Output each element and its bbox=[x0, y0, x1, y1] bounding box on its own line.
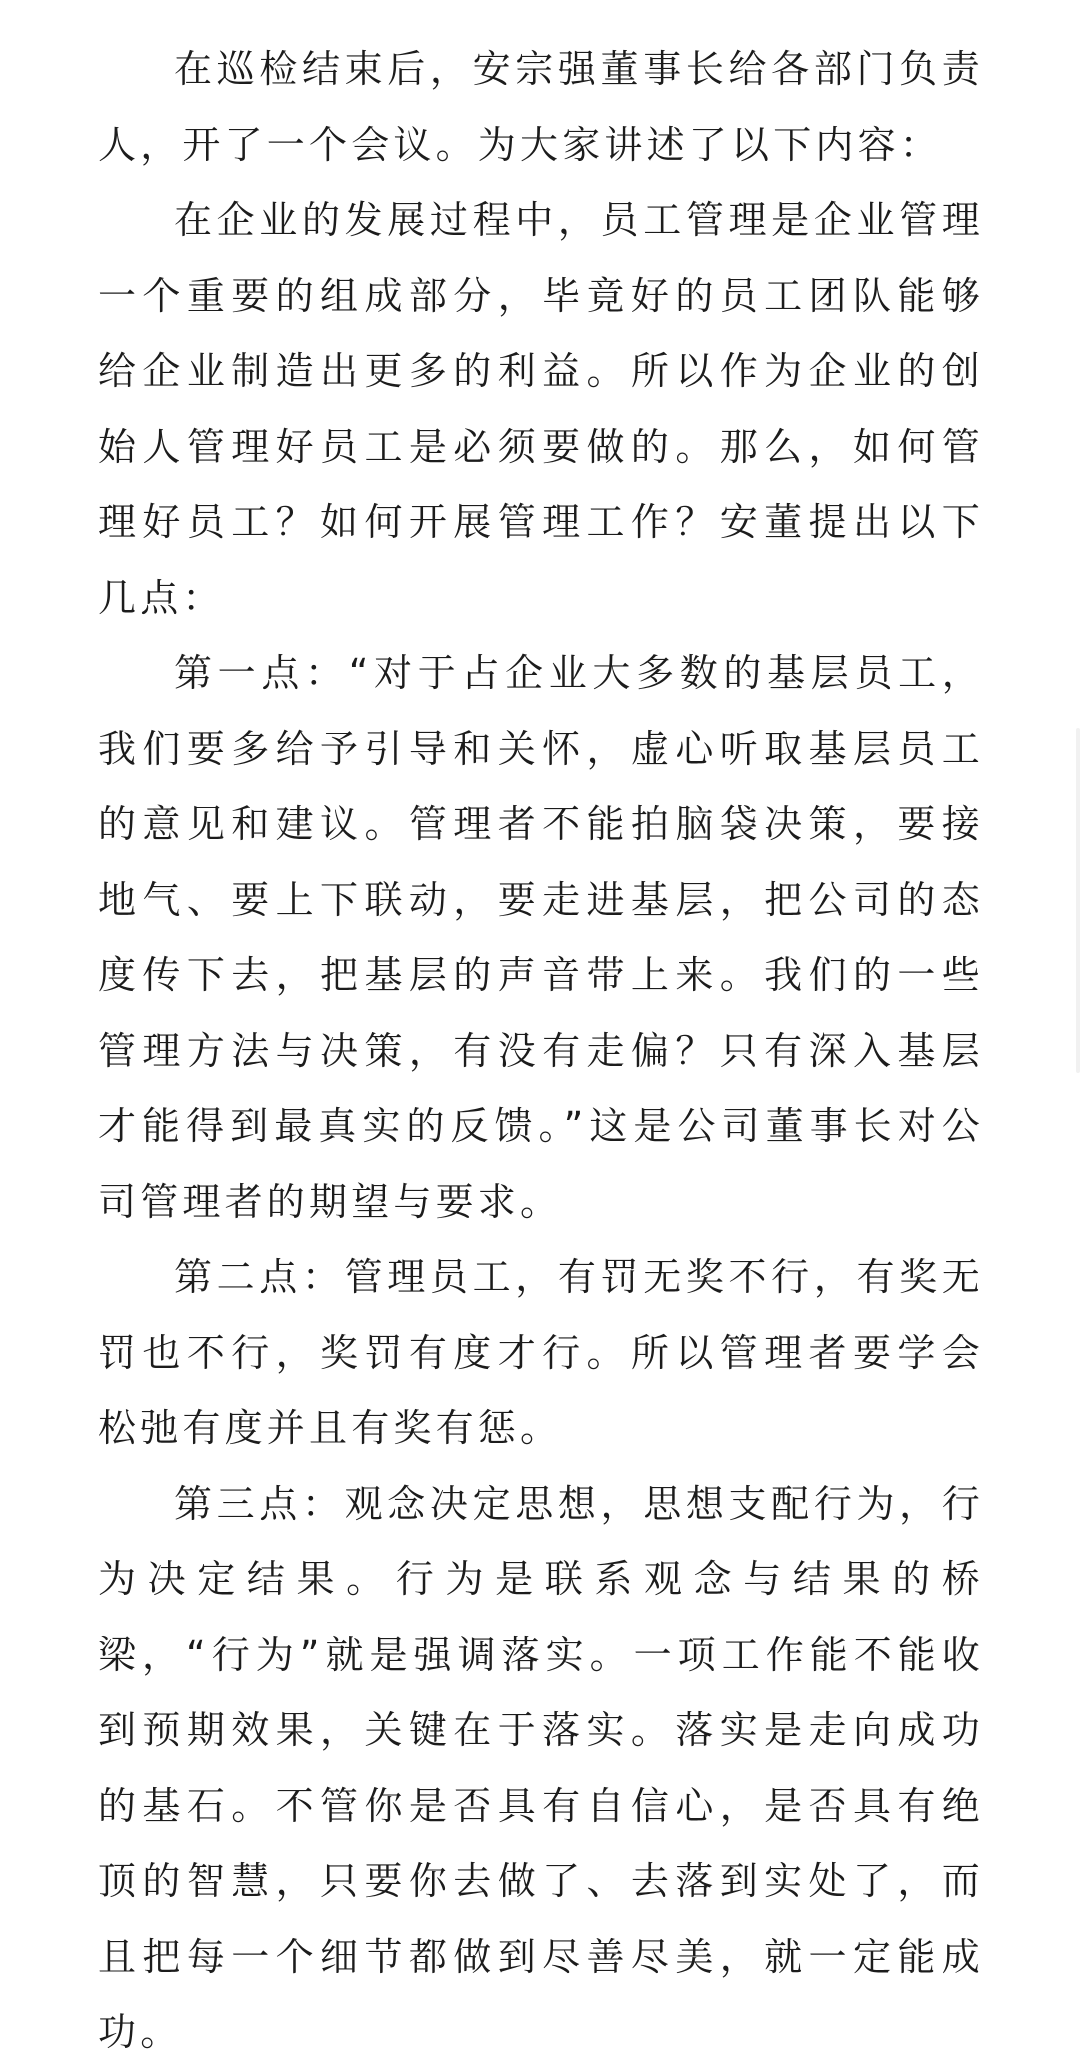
paragraph-intro: 在巡检结束后，安宗强董事长给各部门负责人，开了一个会议。为大家讲述了以下内容： bbox=[98, 47, 984, 167]
article-body bbox=[98, 32, 984, 2071]
paragraph-context: 在企业的发展过程中，员工管理是企业管理一个重要的组成部分，毕竟好的员工团队能够给企业制造出更多的利益。所以作为企业的创始人管理好员工是必须要做的。那么，如何管理好员工？如何开展管理工作？安董提出以下几点： bbox=[98, 198, 984, 620]
paragraph-point-two: 第二点：管理员工，有罚无奖不行，有奖无罚也不行，奖罚有度才行。所以管理者要学会松弛有度并且有奖有惩。 bbox=[98, 1255, 984, 1450]
paragraph-point-three: 第三点：观念决定思想，思想支配行为，行为决定结果。行为是联系观念与结果的桥梁，“行为”就是强调落实。一项工作能不能收到预期效果，关键在于落实。落实是走向成功的基石。不管你是否具有自信心，是否具有绝顶的智慧，只要你去做了、去落到实处了，而且把每一个细节都做到尽善尽美，就一定能成功。 bbox=[98, 1481, 984, 2054]
paragraph-point-one: 第一点：“对于占企业大多数的基层员工，我们要多给予引导和关怀，虚心听取基层员工的意见和建议。管理者不能拍脑袋决策，要接地气、要上下联动，要走进基层，把公司的态度传下去，把基层的声音带上来。我们的一些管理方法与决策，有没有走偏？只有深入基层才能得到最真实的反馈。”这是公司董事长对公司管理者的期望与要求。 bbox=[98, 651, 984, 1224]
scrollbar[interactable] bbox=[1076, 728, 1080, 1073]
